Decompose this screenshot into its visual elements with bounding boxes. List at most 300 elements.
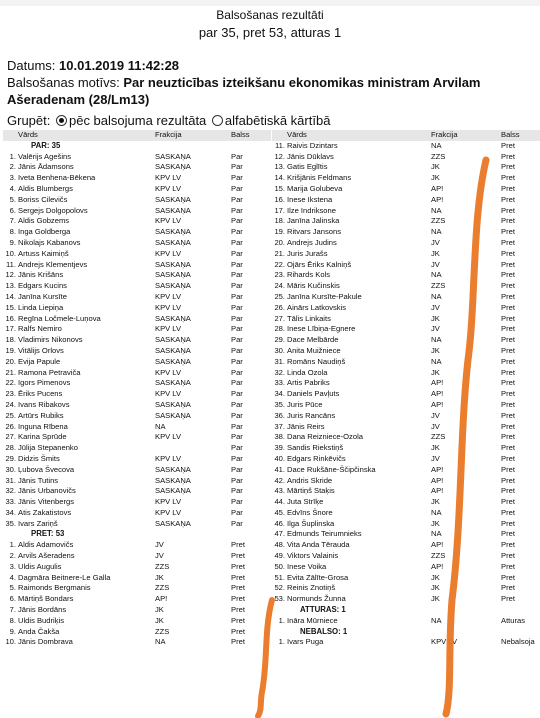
- member-vote: Pret: [501, 464, 515, 474]
- row-number: 9.: [9, 237, 16, 247]
- date-line: [7, 58, 179, 73]
- member-vote: Pret: [501, 227, 515, 237]
- member-name[interactable]: Anita Muižniece: [287, 345, 341, 355]
- col-vote: Balss: [501, 130, 520, 139]
- member-name[interactable]: Regīna Ločmele-Luņova: [18, 313, 101, 323]
- row-number: 10.: [5, 248, 16, 258]
- table-row: [272, 637, 540, 648]
- table-row: [3, 637, 271, 648]
- member-name[interactable]: Inese Ikstena: [287, 194, 333, 204]
- member-name[interactable]: Inese Lībiņa-Egnere: [287, 324, 356, 334]
- table-row: [272, 422, 540, 433]
- member-name[interactable]: Juris Jurašs: [287, 248, 328, 258]
- member-name[interactable]: Artis Pabriks: [287, 378, 330, 388]
- table-row: [272, 335, 540, 346]
- member-faction: ZZS: [431, 216, 446, 226]
- member-faction: SASKAŅA: [155, 518, 191, 528]
- member-name[interactable]: Dace Melbārde: [287, 335, 339, 345]
- member-name[interactable]: Edgars Kucins: [18, 281, 67, 291]
- row-number: 37.: [274, 421, 285, 431]
- member-faction: SASKAŅA: [155, 486, 191, 496]
- table-row: [272, 195, 540, 206]
- member-name[interactable]: Linda Liepiņa: [18, 302, 64, 312]
- row-number: 1.: [9, 540, 16, 550]
- member-faction: JK: [431, 248, 440, 258]
- row-number: 44.: [274, 497, 285, 507]
- member-name[interactable]: Janīna Kursīte-Pakule: [287, 291, 362, 301]
- member-name[interactable]: Ainārs Latkovskis: [287, 302, 347, 312]
- member-name[interactable]: Jūlija Stepanenko: [18, 443, 78, 453]
- member-faction: ZZS: [431, 151, 446, 161]
- member-name[interactable]: Ļubova Švecova: [18, 464, 75, 474]
- table-row: [272, 281, 540, 292]
- member-name[interactable]: Edgars Rinkēvičs: [287, 453, 346, 463]
- member-faction: SASKAŅA: [155, 205, 191, 215]
- member-vote: Pret: [501, 561, 515, 571]
- row-number: 14.: [274, 173, 285, 183]
- member-name[interactable]: Artūrs Rubiks: [18, 410, 64, 420]
- row-number: 8.: [9, 615, 16, 625]
- row-number: 30.: [274, 345, 285, 355]
- member-vote: Pret: [501, 335, 515, 345]
- member-vote: Pret: [501, 345, 515, 355]
- member-faction: JK: [431, 572, 440, 582]
- row-number: 13.: [274, 162, 285, 172]
- member-name[interactable]: Rihards Kols: [287, 270, 331, 280]
- member-name[interactable]: Gatis Eglītis: [287, 162, 328, 172]
- member-name[interactable]: Janīna Kursīte: [18, 291, 67, 301]
- member-name[interactable]: Evija Papule: [18, 356, 61, 366]
- row-number: 5.: [9, 583, 16, 593]
- row-number: 32.: [274, 367, 285, 377]
- row-number: 23.: [5, 389, 16, 399]
- table-row: [272, 583, 540, 594]
- member-vote: Pret: [501, 572, 515, 582]
- top-crop-fragment: [0, 0, 540, 6]
- member-vote: Pret: [501, 421, 515, 431]
- member-name[interactable]: Ivars Puga: [287, 637, 324, 647]
- member-name[interactable]: Raivis Dzintars: [287, 140, 338, 150]
- table-row: [272, 184, 540, 195]
- member-vote: Pret: [231, 626, 245, 636]
- member-vote: Par: [231, 151, 243, 161]
- member-vote: Par: [231, 248, 243, 258]
- member-vote: Pret: [501, 367, 515, 377]
- row-number: 51.: [274, 572, 285, 582]
- radio-by-result[interactable]: [56, 115, 67, 126]
- member-faction: KPV LV: [155, 367, 182, 377]
- member-faction: AP!: [431, 486, 444, 496]
- member-name[interactable]: Jānis Reirs: [287, 421, 325, 431]
- member-name[interactable]: Aldis Blumbergs: [18, 183, 73, 193]
- row-number: 47.: [274, 529, 285, 539]
- member-name[interactable]: Dagmāra Beitnere-Le Galla: [18, 572, 111, 582]
- table-row: [272, 519, 540, 530]
- table-row: [272, 508, 540, 519]
- member-name[interactable]: Valērijs Agešins: [18, 151, 72, 161]
- row-number: 21.: [5, 367, 16, 377]
- table-row: [3, 281, 271, 292]
- row-number: 2.: [9, 162, 16, 172]
- member-vote: Par: [231, 497, 243, 507]
- row-number: 35.: [5, 518, 16, 528]
- row-number: 25.: [5, 410, 16, 420]
- row-number: 10.: [5, 637, 16, 647]
- member-vote: Pret: [501, 259, 515, 269]
- table-row: [272, 292, 540, 303]
- member-vote: Pret: [501, 551, 515, 561]
- member-name[interactable]: Andrejs Judins: [287, 237, 337, 247]
- atturas-list: [272, 616, 540, 627]
- table-row: [3, 411, 271, 422]
- member-name[interactable]: Daniels Pavļuts: [287, 389, 340, 399]
- member-vote: Pret: [501, 302, 515, 312]
- row-number: 52.: [274, 583, 285, 593]
- member-faction: ZZS: [431, 281, 446, 291]
- member-name[interactable]: Ralfs Nemiro: [18, 324, 62, 334]
- member-faction: SASKAŅA: [155, 410, 191, 420]
- member-name[interactable]: Iveta Benhena-Bēkena: [18, 173, 96, 183]
- member-name[interactable]: Mārtiņš Bondars: [18, 594, 74, 604]
- table-row: [3, 314, 271, 325]
- member-name[interactable]: Edmunds Teirumnieks: [287, 529, 362, 539]
- row-number: 19.: [274, 227, 285, 237]
- member-vote: Pret: [501, 324, 515, 334]
- table-row: [272, 152, 540, 163]
- radio-alphabetical[interactable]: [212, 115, 223, 126]
- table-row: [3, 540, 271, 551]
- member-faction: SASKAŅA: [155, 194, 191, 204]
- member-vote: Par: [231, 227, 243, 237]
- member-faction: NA: [155, 637, 166, 647]
- member-faction: AP!: [431, 475, 444, 485]
- member-name[interactable]: Jānis Urbanovičs: [18, 486, 76, 496]
- member-name[interactable]: Jānis Vitenbergs: [18, 497, 75, 507]
- member-name[interactable]: Normunds Žunna: [287, 594, 346, 604]
- member-vote: Pret: [231, 572, 245, 582]
- row-number: 46.: [274, 518, 285, 528]
- member-vote: Pret: [501, 183, 515, 193]
- row-number: 29.: [274, 335, 285, 345]
- member-name[interactable]: Sergejs Dolgopolovs: [18, 205, 88, 215]
- member-vote: Pret: [501, 497, 515, 507]
- member-faction: AP!: [155, 594, 168, 604]
- row-number: 39.: [274, 443, 285, 453]
- member-faction: NA: [431, 205, 442, 215]
- table-row: [3, 238, 271, 249]
- member-name[interactable]: Dace Rukšāne-Ščipčinska: [287, 464, 376, 474]
- table-row: [272, 443, 540, 454]
- table-row: [272, 389, 540, 400]
- member-faction: AP!: [431, 389, 444, 399]
- member-name[interactable]: Didzis Šmits: [18, 453, 60, 463]
- row-number: 19.: [5, 345, 16, 355]
- table-row: [272, 357, 540, 368]
- member-vote: Par: [231, 507, 243, 517]
- member-faction: KPV LV: [155, 497, 182, 507]
- row-number: 48.: [274, 540, 285, 550]
- member-vote: Pret: [231, 551, 245, 561]
- table-row: [272, 411, 540, 422]
- table-row: [3, 227, 271, 238]
- pret-list-left: [3, 540, 271, 648]
- member-vote: Pret: [231, 594, 245, 604]
- member-vote: Par: [231, 335, 243, 345]
- member-faction: NA: [431, 335, 442, 345]
- row-number: 15.: [274, 183, 285, 193]
- member-vote: Pret: [501, 237, 515, 247]
- member-name[interactable]: Tālis Linkaits: [287, 313, 331, 323]
- member-vote: Pret: [501, 313, 515, 323]
- col-faction: Frakcija: [155, 130, 182, 139]
- member-name[interactable]: Dana Reizniece-Ozola: [287, 432, 363, 442]
- member-faction: JV: [155, 540, 164, 550]
- member-name[interactable]: Uldis Augulis: [18, 561, 62, 571]
- member-faction: JK: [431, 518, 440, 528]
- member-name[interactable]: Andris Skride: [287, 475, 333, 485]
- row-number: 3.: [9, 173, 16, 183]
- row-number: 35.: [274, 399, 285, 409]
- date-value: 10.01.2019 11:42:28: [59, 58, 180, 73]
- member-name[interactable]: Krišjānis Feldmans: [287, 173, 352, 183]
- member-name[interactable]: Viktors Valainis: [287, 551, 339, 561]
- vote-summary: par 35, pret 53, atturas 1: [198, 25, 342, 40]
- row-number: 11.: [6, 259, 16, 269]
- member-faction: SASKAŅA: [155, 335, 191, 345]
- member-vote: Par: [231, 432, 243, 442]
- member-faction: KPV LV: [155, 291, 182, 301]
- group-label: Grupēt:: [7, 113, 51, 128]
- table-row: [272, 562, 540, 573]
- member-vote: Par: [231, 389, 243, 399]
- member-name[interactable]: Jānis Dombrava: [18, 637, 73, 647]
- row-number: 22.: [274, 259, 285, 269]
- table-row: [3, 173, 271, 184]
- row-number: 21.: [274, 248, 285, 258]
- member-name[interactable]: Karina Sprūde: [18, 432, 67, 442]
- member-faction: SASKAŅA: [155, 237, 191, 247]
- member-vote: Par: [231, 183, 243, 193]
- row-number: 53.: [274, 594, 285, 604]
- member-vote: Par: [231, 302, 243, 312]
- table-row: [3, 303, 271, 314]
- member-vote: Pret: [231, 605, 245, 615]
- member-name[interactable]: Jānis Krišāns: [18, 270, 64, 280]
- member-vote: Par: [231, 162, 243, 172]
- member-name[interactable]: Janīna Jalinska: [287, 216, 340, 226]
- member-name[interactable]: Boriss Cilevičs: [18, 194, 68, 204]
- member-faction: JV: [431, 237, 440, 247]
- member-name[interactable]: Linda Ozola: [287, 367, 328, 377]
- member-faction: NA: [431, 356, 442, 366]
- row-number: 50.: [274, 561, 285, 571]
- member-name[interactable]: Romāns Naudiņš: [287, 356, 346, 366]
- member-faction: JV: [431, 259, 440, 269]
- member-name[interactable]: Juta Strīķe: [287, 497, 324, 507]
- member-vote: Par: [231, 453, 243, 463]
- row-number: 12.: [5, 270, 16, 280]
- member-faction: AP!: [431, 540, 444, 550]
- member-faction: JK: [431, 443, 440, 453]
- results-column-left: [3, 130, 271, 648]
- member-vote: Par: [231, 475, 243, 485]
- member-faction: KPV LV: [155, 324, 182, 334]
- row-number: 30.: [5, 464, 16, 474]
- member-vote: Par: [231, 173, 243, 183]
- table-row: [272, 303, 540, 314]
- member-name[interactable]: Juris Rancāns: [287, 410, 336, 420]
- member-name[interactable]: Ritvars Jansons: [287, 227, 342, 237]
- member-vote: Pret: [501, 248, 515, 258]
- row-number: 38.: [274, 432, 285, 442]
- row-number: 41.: [274, 464, 285, 474]
- member-vote: Par: [231, 216, 243, 226]
- row-number: 28.: [274, 324, 285, 334]
- member-name[interactable]: Vladimirs Nikonovs: [18, 335, 83, 345]
- member-name[interactable]: Ilga Šuplinska: [287, 518, 335, 528]
- row-number: 33.: [5, 497, 16, 507]
- member-name[interactable]: Ramona Petraviča: [18, 367, 81, 377]
- member-name[interactable]: Ilze Indriksone: [287, 205, 336, 215]
- table-row: [3, 184, 271, 195]
- table-row: [3, 400, 271, 411]
- member-name[interactable]: Inguna Rībena: [18, 421, 68, 431]
- member-faction: SASKAŅA: [155, 227, 191, 237]
- member-faction: JV: [431, 421, 440, 431]
- member-name[interactable]: Ināra Mūrniece: [287, 615, 338, 625]
- member-faction: AP!: [431, 399, 444, 409]
- member-faction: JK: [431, 583, 440, 593]
- table-row: [3, 454, 271, 465]
- table-row: [272, 497, 540, 508]
- member-vote: Pret: [501, 529, 515, 539]
- row-number: 16.: [5, 313, 16, 323]
- member-name[interactable]: Jānis Tutins: [18, 475, 59, 485]
- member-vote: Pret: [501, 281, 515, 291]
- table-row: [272, 324, 540, 335]
- table-row: [272, 162, 540, 173]
- member-name[interactable]: Jānis Ādamsons: [18, 162, 74, 172]
- member-name[interactable]: Inga Goldberga: [18, 227, 71, 237]
- member-name[interactable]: Raimonds Bergmanis: [18, 583, 91, 593]
- table-row: [3, 605, 271, 616]
- member-name[interactable]: Jānis Dūklavs: [287, 151, 334, 161]
- table-row: [3, 346, 271, 357]
- member-name[interactable]: Ēriks Pucens: [18, 389, 63, 399]
- table-row: [3, 378, 271, 389]
- table-row: [3, 497, 271, 508]
- member-vote: Pret: [231, 561, 245, 571]
- row-number: 1.: [278, 615, 285, 625]
- row-number: 17.: [274, 205, 285, 215]
- member-name[interactable]: Nikolajs Kabanovs: [18, 237, 81, 247]
- table-header: [3, 130, 271, 141]
- member-faction: AP!: [431, 378, 444, 388]
- row-number: 7.: [9, 605, 16, 615]
- member-name[interactable]: Juris Pūce: [287, 399, 323, 409]
- member-name[interactable]: Marija Golubeva: [287, 183, 343, 193]
- member-name[interactable]: Sandis Riekstiņš: [287, 443, 344, 453]
- member-name[interactable]: Mārtiņš Staķis: [287, 486, 335, 496]
- member-faction: SASKAŅA: [155, 356, 191, 366]
- row-number: 20.: [274, 237, 285, 247]
- table-row: [272, 346, 540, 357]
- member-vote: Pret: [501, 356, 515, 366]
- radio-alphabetical-label[interactable]: alfabētiskā kārtībā: [224, 113, 331, 128]
- member-name[interactable]: Arvils Ašeradens: [18, 551, 75, 561]
- row-number: 24.: [5, 399, 16, 409]
- table-row: [272, 378, 540, 389]
- member-vote: Pret: [501, 173, 515, 183]
- member-name[interactable]: Evita Zālīte-Grosa: [287, 572, 349, 582]
- group-par-heading: PAR: 35: [31, 140, 61, 150]
- member-vote: Pret: [501, 410, 515, 420]
- member-vote: Par: [231, 410, 243, 420]
- member-faction: KPV LV: [155, 432, 182, 442]
- member-name[interactable]: Atis Zakatistovs: [18, 507, 72, 517]
- row-number: 26.: [5, 421, 16, 431]
- row-number: 1.: [9, 151, 16, 161]
- col-faction: Frakcija: [431, 130, 458, 139]
- member-name[interactable]: Vitālijs Orlovs: [18, 345, 64, 355]
- member-name[interactable]: Jānis Bordāns: [18, 605, 67, 615]
- member-name[interactable]: Igors Pimenovs: [18, 378, 71, 388]
- member-name[interactable]: Aldis Gobzems: [18, 216, 70, 226]
- member-name[interactable]: Ivans Ribakovs: [18, 399, 70, 409]
- table-row: [3, 627, 271, 638]
- row-number: 13.: [5, 281, 16, 291]
- member-vote: Pret: [231, 637, 245, 647]
- member-faction: SASKAŅA: [155, 162, 191, 172]
- member-name[interactable]: Ojārs Ēriks Kalniņš: [287, 259, 352, 269]
- group-nebalso-heading: NEBALSO: 1: [300, 626, 348, 636]
- member-vote: Pret: [501, 475, 515, 485]
- member-name[interactable]: Māris Kučinskis: [287, 281, 340, 291]
- member-name[interactable]: Reinis Znotiņš: [287, 583, 336, 593]
- member-vote: Pret: [501, 291, 515, 301]
- member-vote: Pret: [501, 205, 515, 215]
- member-name[interactable]: Edvīns Šnore: [287, 507, 333, 517]
- member-faction: JV: [431, 453, 440, 463]
- member-name[interactable]: Ivars Zariņš: [18, 518, 58, 528]
- member-vote: Par: [231, 281, 243, 291]
- member-name[interactable]: Anda Čakša: [18, 626, 60, 636]
- member-vote: Pret: [501, 443, 515, 453]
- member-vote: Pret: [231, 615, 245, 625]
- member-faction: JK: [431, 162, 440, 172]
- member-name[interactable]: Uldis Budriķis: [18, 615, 64, 625]
- member-faction: JV: [431, 324, 440, 334]
- row-number: 16.: [274, 194, 285, 204]
- member-name[interactable]: Inese Voika: [287, 561, 327, 571]
- member-name[interactable]: Artuss Kaimiņš: [18, 248, 69, 258]
- member-faction: KPV LV: [155, 507, 182, 517]
- row-number: 9.: [9, 626, 16, 636]
- member-name[interactable]: Aldis Adamovičs: [18, 540, 74, 550]
- table-row: [3, 422, 271, 433]
- member-faction: KPV LV: [155, 302, 182, 312]
- member-vote: Par: [231, 194, 243, 204]
- member-name[interactable]: Vita Anda Tērauda: [287, 540, 350, 550]
- member-vote: Pret: [501, 378, 515, 388]
- table-row: [272, 529, 540, 540]
- member-faction: KPV LV: [431, 637, 458, 647]
- member-vote: Par: [231, 324, 243, 334]
- member-name[interactable]: Andrejs Klementjevs: [18, 259, 88, 269]
- member-faction: SASKAŅA: [155, 345, 191, 355]
- member-faction: JK: [431, 173, 440, 183]
- radio-by-result-label[interactable]: pēc balsojuma rezultāta: [68, 113, 207, 128]
